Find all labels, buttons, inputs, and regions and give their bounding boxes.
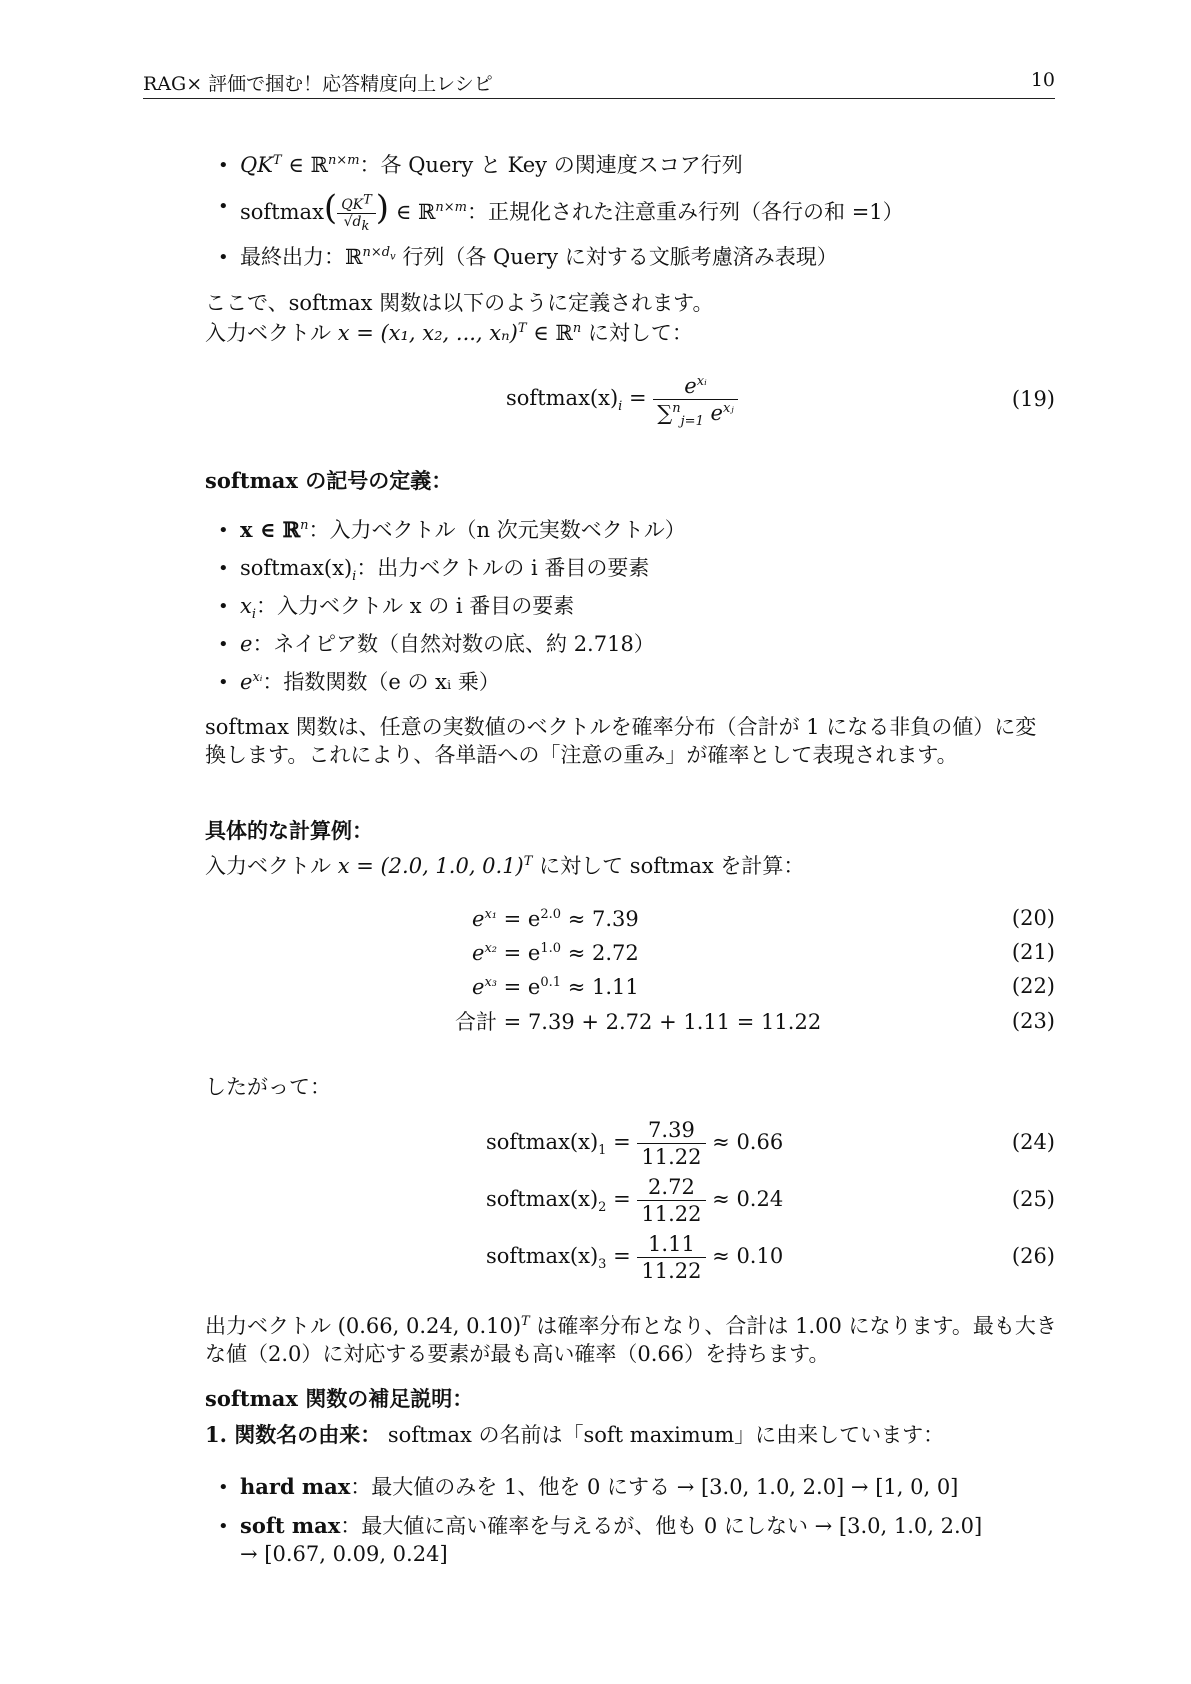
intro-line-1: ここで、softmax 関数は以下のように定義されます。 [205, 291, 714, 315]
bullet-dot: • [218, 596, 229, 617]
def-item: $softmax(x)_i$：出力ベクトルの i 番目の要素 [240, 556, 650, 585]
origin-line: 1. 関数名の由来： softmax の名前は「soft maximum」に由来しています： [205, 1422, 945, 1447]
equation-number: (24) [1011, 1130, 1055, 1154]
bullet-dot: • [218, 247, 229, 268]
def-item: $x_i$：入力ベクトル x の i 番目の要素 [240, 594, 575, 623]
def-item: x ∈ ℝ$^n$：入力ベクトル（n 次元実数ベクトル） [240, 517, 686, 542]
supplement-heading: softmax 関数の補足説明： [205, 1386, 474, 1411]
bullet-dot: • [218, 1477, 229, 1498]
equation-22: $e^{x_3} = e^{0.1} \approx 1.11$ [472, 975, 639, 999]
def-item: $e^{xᵢ}$：指数関数（e の xᵢ 乗） [240, 670, 500, 694]
running-header [143, 66, 1055, 99]
equation-number: (26) [1011, 1244, 1055, 1268]
therefore-text: したがって： [205, 1075, 331, 1099]
bullet-qkt: $QK^T$ ∈ ℝ$^{n\times m}$：各 Query と Key の関連度スコア行列 [240, 153, 743, 177]
equation-20: $e^{x_1} = e^{2.0} \approx 7.39$ [472, 907, 639, 931]
bullet-dot: • [218, 155, 229, 176]
hard-max-bullet: hard max：最大値のみを 1、他を 0 にする → [3.0, 1.0, 2.0] → [1, 0, 0] [240, 1474, 959, 1499]
equation-19: $softmax(x)_i$ = $\frac{e^{xᵢ}}{\sum^n_{j=1} e^{xⱼ}}$ [506, 368, 738, 428]
bullet-dot: • [218, 520, 229, 541]
bullet-softmax-matrix: softmax( $\frac{QK^T}{√d_k}$ ) ∈ ℝ$^{n\times m}$：正規化された注意重み行列（各行の和 =1） [240, 188, 904, 234]
equation-number: (21) [1011, 940, 1055, 964]
equation-number: (23) [1011, 1009, 1055, 1033]
intro-line-2: 入力ベクトル x = (x₁, x₂, ..., xₙ)$^T$ ∈ ℝ$^n$ に対して： [205, 321, 693, 345]
equation-number: (22) [1011, 974, 1055, 998]
bullet-dot: • [218, 672, 229, 693]
page-number: 10 [1030, 69, 1055, 91]
bullet-dot: • [218, 196, 229, 217]
bullet-final-output: 最終出力：ℝ$^{n\times d_v}$ 行列（各 Query に対する文脈考慮済み表現） [240, 245, 838, 269]
equation-23: 合計 = 7.39 + 2.72 + 1.11 = 11.22 [455, 1010, 822, 1034]
equation-25: $softmax(x)_2$ = $\frac{2.72}{11.22}$ ≈ 0.24 [486, 1175, 784, 1226]
equation-number: (19) [1011, 387, 1055, 411]
def-item: e：ネイピア数（自然対数の底、約 2.718） [240, 632, 655, 656]
equation-number: (25) [1011, 1187, 1055, 1211]
equation-24: $softmax(x)_1$ = $\frac{7.39}{11.22}$ ≈ 0.66 [486, 1118, 784, 1169]
example-heading: 具体的な計算例： [205, 818, 373, 843]
equation-21: $e^{x_2} = e^{1.0} \approx 2.72$ [472, 941, 639, 965]
example-intro: 入力ベクトル x = (2.0, 1.0, 0.1)$^T$ に対して softmax を計算： [205, 854, 805, 878]
equation-26: $softmax(x)_3$ = $\frac{1.11}{11.22}$ ≈ 0.10 [486, 1232, 784, 1283]
bullet-dot: • [218, 558, 229, 579]
bullet-dot: • [218, 1516, 229, 1537]
header-title: RAG× 評価で掴む！応答精度向上レシピ [143, 73, 493, 95]
bullet-dot: • [218, 634, 229, 655]
explain-paragraph: softmax 関数は、任意の実数値のベクトルを確率分布（合計が 1 になる非負の値）に変換します。これにより、各単語への「注意の重み」が確率として表現されます。 [205, 715, 1037, 767]
soft-max-bullet-cont: → [0.67, 0.09, 0.24] [240, 1542, 448, 1566]
equation-number: (20) [1011, 906, 1055, 930]
result-paragraph: 出力ベクトル (0.66, 0.24, 0.10)$^T$ は確率分布となり、合計は 1.00 になります。最も大きな値（2.0）に対応する要素が最も高い確率（0.66）を持ちます。 [205, 1314, 1057, 1366]
soft-max-bullet: soft max：最大値に高い確率を与えるが、他も 0 にしない → [3.0, 1.0, 2.0] [240, 1513, 983, 1538]
defs-heading: softmax の記号の定義： [205, 468, 453, 493]
